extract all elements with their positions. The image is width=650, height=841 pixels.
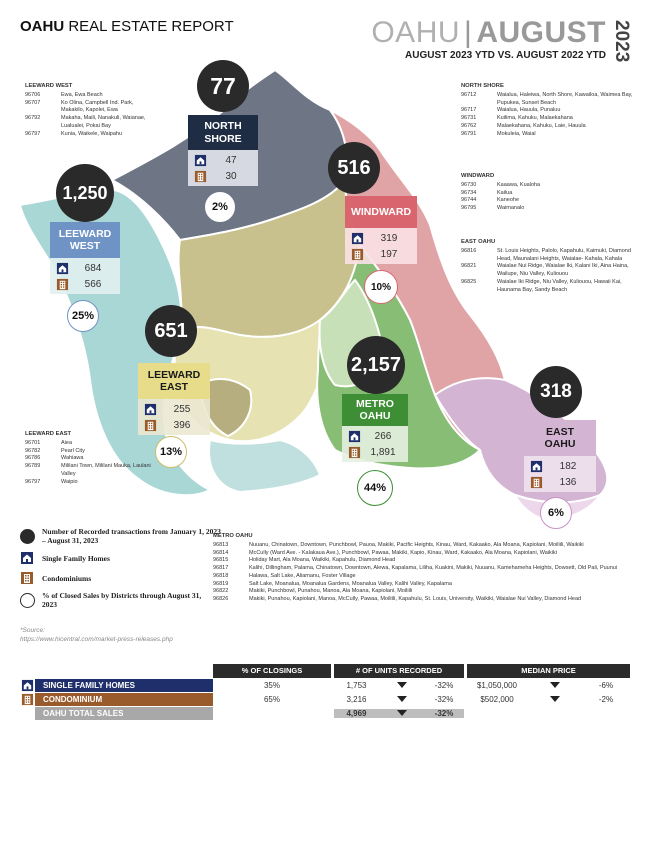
- table-row: [20, 707, 630, 720]
- zip-neighborhoods: Salt Lake, Moanalua, Moanalua Gardens, Moanalua Valley, Kalihi Valley, Kapalama: [249, 580, 452, 587]
- zip-list-north-shore: [461, 82, 636, 138]
- zip-code: 96818: [213, 572, 229, 579]
- dark-circle-icon: [20, 529, 35, 544]
- legend-pct: [20, 591, 222, 609]
- table-cell-price-change: -6%: [598, 681, 614, 690]
- table-cell-units-change: -32%: [434, 695, 454, 704]
- district-windward-single-family-count-row: [349, 230, 413, 246]
- district-east-oahu-total: 318: [530, 366, 582, 418]
- zip-neighborhoods: Pearl City: [61, 447, 85, 454]
- zip-row: [25, 100, 155, 115]
- header-units: # OF UNITS RECORDED: [334, 664, 464, 678]
- district-east-oahu-name: EAST OAHU: [524, 420, 596, 456]
- district-leeward-west-name: LEEWARD WEST: [50, 222, 120, 258]
- zip-code: 96762: [461, 122, 477, 129]
- zip-row: [461, 92, 636, 107]
- house-icon: [194, 154, 207, 167]
- district-leeward-west-condo-count: 566: [84, 278, 102, 290]
- zip-row: [213, 581, 633, 589]
- building-icon: [348, 446, 361, 459]
- zip-code: 96712: [461, 92, 477, 99]
- district-leeward-west-pct: 25%: [67, 300, 99, 332]
- svg-text:2023: 2023: [611, 20, 632, 63]
- zip-list-heading: LEEWARD EAST: [25, 431, 72, 437]
- house-icon: [21, 679, 34, 692]
- down-triangle-icon: [397, 710, 407, 716]
- zip-neighborhoods: Holiday Mart, Ala Moana, Waikiki, Kapahulu, Diamond Head: [249, 557, 396, 564]
- zip-code: 96797: [25, 130, 41, 137]
- building-icon: [144, 419, 157, 432]
- zip-code: 96791: [461, 130, 477, 137]
- report-title-bold: OAHU: [20, 18, 65, 35]
- district-windward-condo-count: 197: [380, 248, 398, 260]
- district-metro-oahu-pct: 44%: [357, 470, 393, 506]
- zip-row: [461, 123, 636, 131]
- table-cell-units-change: -32%: [434, 709, 454, 718]
- zip-row: [213, 588, 633, 596]
- zip-row: [213, 557, 633, 565]
- zip-neighborhoods: Wahiawa: [61, 455, 84, 462]
- zip-row: [461, 279, 636, 294]
- zip-code: 96817: [213, 565, 229, 572]
- zip-list-windward: [461, 172, 636, 213]
- building-icon: [21, 693, 34, 706]
- source-url[interactable]: https://www.hicentral.com/market-press-releases.php: [20, 636, 173, 644]
- district-east-oahu-single-family-count: 182: [559, 460, 577, 472]
- report-title-rest: REAL ESTATE REPORT: [68, 18, 234, 35]
- source-label: *Source:: [20, 627, 45, 634]
- zip-neighborhoods: Mililani Town, Mililani Mauka, Laulani Valley: [61, 463, 151, 477]
- district-leeward-east-condo-count: 396: [173, 419, 191, 431]
- zip-code: 96797: [25, 478, 41, 485]
- table-header: [213, 664, 630, 678]
- header-closings: % OF CLOSINGS: [213, 664, 331, 678]
- zip-code: 96821: [461, 263, 477, 270]
- district-east-oahu-pct: 6%: [540, 497, 572, 529]
- zip-row: [461, 197, 636, 205]
- zip-neighborhoods: Kuilima, Kahuku, Malaekahana: [497, 115, 573, 122]
- legend-condo: [20, 571, 222, 585]
- zip-neighborhoods: Makiki, Punahou, Kapiolani, Manoa, McCully, Pawaa, Moiliili, Kapahulu, St. Louis, University, Waikiki, Waialae Nui Valley, Diamond Head: [249, 595, 582, 602]
- district-metro-oahu-single-family-count: 266: [374, 430, 392, 442]
- district-leeward-west-condo-count-row: [54, 276, 116, 292]
- legend-single-family: [20, 551, 222, 565]
- zip-row: [461, 205, 636, 213]
- down-triangle-icon: [397, 682, 407, 688]
- zip-row: [461, 190, 636, 198]
- zip-code: 96814: [213, 549, 229, 556]
- zip-code: 96819: [213, 580, 229, 587]
- zip-neighborhoods: Makiki, Punchbowl, Punahou, Manoa, Ala Moana, Kapiolani, Moiliili: [249, 588, 413, 595]
- zip-code: 96734: [461, 189, 477, 196]
- zip-list-heading: WINDWARD: [461, 173, 495, 179]
- district-leeward-east-name: LEEWARD EAST: [138, 363, 210, 399]
- zip-row: [25, 479, 155, 487]
- district-leeward-east-pct: 13%: [155, 436, 187, 468]
- zip-neighborhoods: Aiea: [61, 440, 73, 447]
- zip-neighborhoods: Kaneohe: [497, 197, 520, 204]
- zip-row: [213, 565, 633, 573]
- down-triangle-icon: [397, 696, 407, 702]
- zip-code: 96815: [213, 557, 229, 564]
- zip-neighborhoods: Kaaawa, Kualoha: [497, 182, 541, 189]
- table-row-label: SINGLE FAMILY HOMES: [35, 679, 213, 692]
- district-metro-oahu-condo-count: 1,891: [370, 446, 396, 458]
- legend-transactions-label: Number of Recorded transactions from January 1, 2023 – August 31, 2023: [42, 527, 221, 545]
- period-title: OAHU | AUGUST: [371, 16, 606, 49]
- zip-neighborhoods: Waialae Iki Ridge, Niu Valley, Kuliouou, Hawaii Kai, Haunama Bay, Sandy Beach: [497, 278, 622, 293]
- zip-code: 96707: [25, 99, 41, 106]
- district-east-oahu-single-family-count-row: [528, 458, 592, 474]
- legend-pct-label: % of Closed Sales by Districts through August 31, 2023: [42, 591, 202, 609]
- down-triangle-icon: [550, 696, 560, 702]
- building-icon: [194, 170, 207, 183]
- zip-neighborhoods: Ewa, Ewa Beach: [61, 92, 103, 99]
- table-cell-units: 4,969: [346, 709, 367, 718]
- house-icon: [348, 430, 361, 443]
- zip-list-heading: NORTH SHORE: [461, 83, 504, 89]
- zip-code: 96730: [461, 182, 477, 189]
- zip-list-heading: LEEWARD WEST: [25, 83, 73, 89]
- zip-row: [213, 573, 633, 581]
- district-windward-condo-count-row: [349, 246, 413, 262]
- district-north-shore-pct: 2%: [204, 191, 236, 223]
- zip-neighborhoods: Halawa, Salt Lake, Aliamanu, Foster Village: [249, 572, 356, 579]
- zip-list-leeward-west: [25, 82, 155, 138]
- district-windward-pct: 10%: [364, 270, 398, 304]
- district-windward-card[interactable]: [345, 196, 417, 264]
- district-leeward-west-total: 1,250: [56, 164, 114, 222]
- zip-code: 96786: [25, 455, 41, 462]
- zip-row: [25, 448, 155, 456]
- zip-neighborhoods: Waimanalo: [497, 205, 525, 212]
- district-windward-name: WINDWARD: [345, 196, 417, 228]
- district-leeward-west-single-family-count: 684: [84, 262, 102, 274]
- zip-neighborhoods: Kailua: [497, 189, 513, 196]
- header-median-price: MEDIAN PRICE: [467, 664, 630, 678]
- house-icon: [351, 232, 364, 245]
- zip-row: [25, 463, 155, 478]
- district-metro-oahu-condo-count-row: [346, 444, 404, 460]
- zip-code: 96701: [25, 440, 41, 447]
- zip-neighborhoods: Kalihi, Dillingham, Palama, Chinatown, Downtown, Alewa, Kapalama, Liliha, Kuakini, Makiki, Nuuanu, Kamehameha Heights, Dowsett, Old Pali, Puunui: [249, 565, 618, 572]
- zip-neighborhoods: McCully (Ward Ave. - Kalakaua Ave.), Punchbowl, Pawaa, Makiki, Kapio, Kinau, Ward, Kakaako, Ala Moana, Kapiolani, Waikiki: [249, 549, 557, 556]
- zip-neighborhoods: Kunia, Waikele, Waipahu: [61, 130, 123, 137]
- table-row: [20, 693, 630, 706]
- zip-neighborhoods: Malaekahana, Kahuku, Laie, Hauula: [497, 122, 586, 129]
- legend-transactions: [20, 527, 222, 545]
- legend: [20, 527, 222, 615]
- house-icon: [144, 403, 157, 416]
- zip-row: [461, 182, 636, 190]
- zip-code: 96782: [25, 447, 41, 454]
- zip-list-heading: METRO OAHU: [213, 533, 253, 539]
- district-leeward-east-total: 651: [145, 305, 197, 357]
- zip-neighborhoods: Ko Olina, Campbell Ind. Park, Makakilo, Kapolei, Ewa: [61, 99, 134, 114]
- period-month: AUGUST: [476, 16, 606, 49]
- zip-neighborhoods: Makaha, Maili, Nanakuli, Waianae, Lualualei, Pokai Bay: [61, 115, 146, 129]
- table-row-label: OAHU TOTAL SALES: [35, 707, 213, 720]
- district-north-shore-card[interactable]: [188, 115, 258, 186]
- table-cell-units: 3,216: [346, 695, 367, 704]
- zip-neighborhoods: Waialua, Haleiwa, North Shore, Kawailoa, Waimea Bay, Pupukea, Sunset Beach: [497, 92, 633, 106]
- district-leeward-east-single-family-count: 255: [173, 403, 191, 415]
- zip-code: 96717: [461, 107, 477, 114]
- district-east-oahu-condo-count-row: [528, 474, 592, 490]
- district-east-oahu-condo-count: 136: [559, 476, 577, 488]
- down-triangle-icon: [550, 682, 560, 688]
- district-north-shore-total: 77: [197, 60, 249, 112]
- zip-code: 96822: [213, 588, 229, 595]
- table-cell-price: $1,050,000: [476, 681, 518, 690]
- legend-single-family-label: Single Family Homes: [42, 553, 110, 563]
- zip-code: 96789: [25, 463, 41, 470]
- zip-row: [461, 248, 636, 263]
- zip-row: [25, 92, 155, 100]
- zip-neighborhoods: Waialae Nui Ridge, Waialae Iki, Kalani Iki, Aina Haina, Wailupe, Niu Valley, Kuliouou: [497, 263, 629, 278]
- district-north-shore-condo-count-row: [192, 168, 254, 184]
- source-note: [20, 626, 173, 644]
- zip-list-heading: EAST OAHU: [461, 239, 496, 245]
- district-north-shore-condo-count: 30: [225, 170, 237, 182]
- house-icon: [20, 551, 34, 565]
- district-windward-single-family-count: 319: [380, 232, 398, 244]
- district-leeward-east-card[interactable]: [138, 363, 210, 435]
- table-cell-closings: 35%: [263, 681, 280, 690]
- zip-list-metro-oahu: [213, 532, 633, 604]
- table-cell-units: 1,753: [346, 681, 367, 690]
- zip-code: 96825: [461, 278, 477, 285]
- zip-neighborhoods: Waialua, Hauula, Punaluu: [497, 107, 561, 114]
- zip-neighborhoods: Mokuleia, Waial: [497, 130, 536, 137]
- zip-row: [461, 107, 636, 115]
- building-icon: [530, 476, 543, 489]
- building-icon: [56, 278, 69, 291]
- zip-row: [461, 115, 636, 123]
- district-metro-oahu-card[interactable]: [342, 394, 408, 462]
- zip-list-east-oahu: [461, 238, 636, 294]
- summary-table: [20, 664, 630, 720]
- district-metro-oahu-total: 2,157: [347, 336, 405, 394]
- zip-neighborhoods: Nuuanu, Chinatown, Downtown, Punchbowl, Pauoa, Makiki, Pacific Heights, Kinau, Ward, Kakaako, Ala Moana, Kapiolani, Moiliili, Waikiki: [249, 542, 584, 549]
- table-row: [20, 679, 630, 692]
- table-cell-price: $502,000: [480, 695, 514, 704]
- zip-code: 96816: [461, 248, 477, 255]
- zip-code: 96731: [461, 115, 477, 122]
- period-region: OAHU: [371, 16, 461, 49]
- district-leeward-west-single-family-count-row: [54, 260, 116, 276]
- zip-row: [25, 115, 155, 130]
- district-leeward-west-card[interactable]: [50, 222, 120, 294]
- zip-code: 96795: [461, 205, 477, 212]
- district-north-shore-single-family-count-row: [192, 152, 254, 168]
- zip-row: [25, 440, 155, 448]
- zip-row: [461, 263, 636, 278]
- zip-row: [25, 455, 155, 463]
- ring-icon: [20, 593, 35, 608]
- zip-row: [25, 131, 155, 139]
- building-icon: [351, 248, 364, 261]
- zip-neighborhoods: Waipio: [61, 478, 78, 485]
- zip-code: 96826: [213, 595, 229, 602]
- zip-row: [213, 542, 633, 550]
- zip-list-leeward-east: [25, 430, 155, 486]
- zip-code: 96744: [461, 197, 477, 204]
- district-east-oahu-card[interactable]: [524, 420, 596, 492]
- zip-code: 96813: [213, 542, 229, 549]
- district-windward-total: 516: [328, 142, 380, 194]
- zip-neighborhoods: St. Louis Heights, Palolo, Kapahulu, Kaimuki, Diamond Head, Maunalani Heights, Waialae- Kahala, Kahala: [497, 248, 631, 262]
- zip-code: 96792: [25, 115, 41, 122]
- table-cell-price-change: -2%: [598, 695, 614, 704]
- zip-row: [461, 131, 636, 139]
- district-leeward-east-condo-count-row: [142, 417, 206, 433]
- house-icon: [56, 262, 69, 275]
- region-pearl-harbor-shoreline: [209, 440, 320, 492]
- district-north-shore-single-family-count: 47: [225, 154, 237, 166]
- zip-row: [213, 550, 633, 558]
- district-north-shore-name: NORTH SHORE: [188, 115, 258, 150]
- zip-row: [213, 596, 633, 604]
- legend-condo-label: Condominiums: [42, 573, 92, 583]
- table-cell-units-change: -32%: [434, 681, 454, 690]
- table-row-label: CONDOMINIUM: [35, 693, 213, 706]
- house-icon: [530, 460, 543, 473]
- table-cell-closings: 65%: [263, 695, 280, 704]
- zip-code: 96706: [25, 92, 41, 99]
- report-subtitle: AUGUST 2023 YTD VS. AUGUST 2022 YTD: [405, 50, 606, 61]
- district-metro-oahu-single-family-count-row: [346, 428, 404, 444]
- building-icon: [20, 571, 34, 585]
- district-metro-oahu-name: METRO OAHU: [342, 394, 408, 426]
- district-leeward-east-single-family-count-row: [142, 401, 206, 417]
